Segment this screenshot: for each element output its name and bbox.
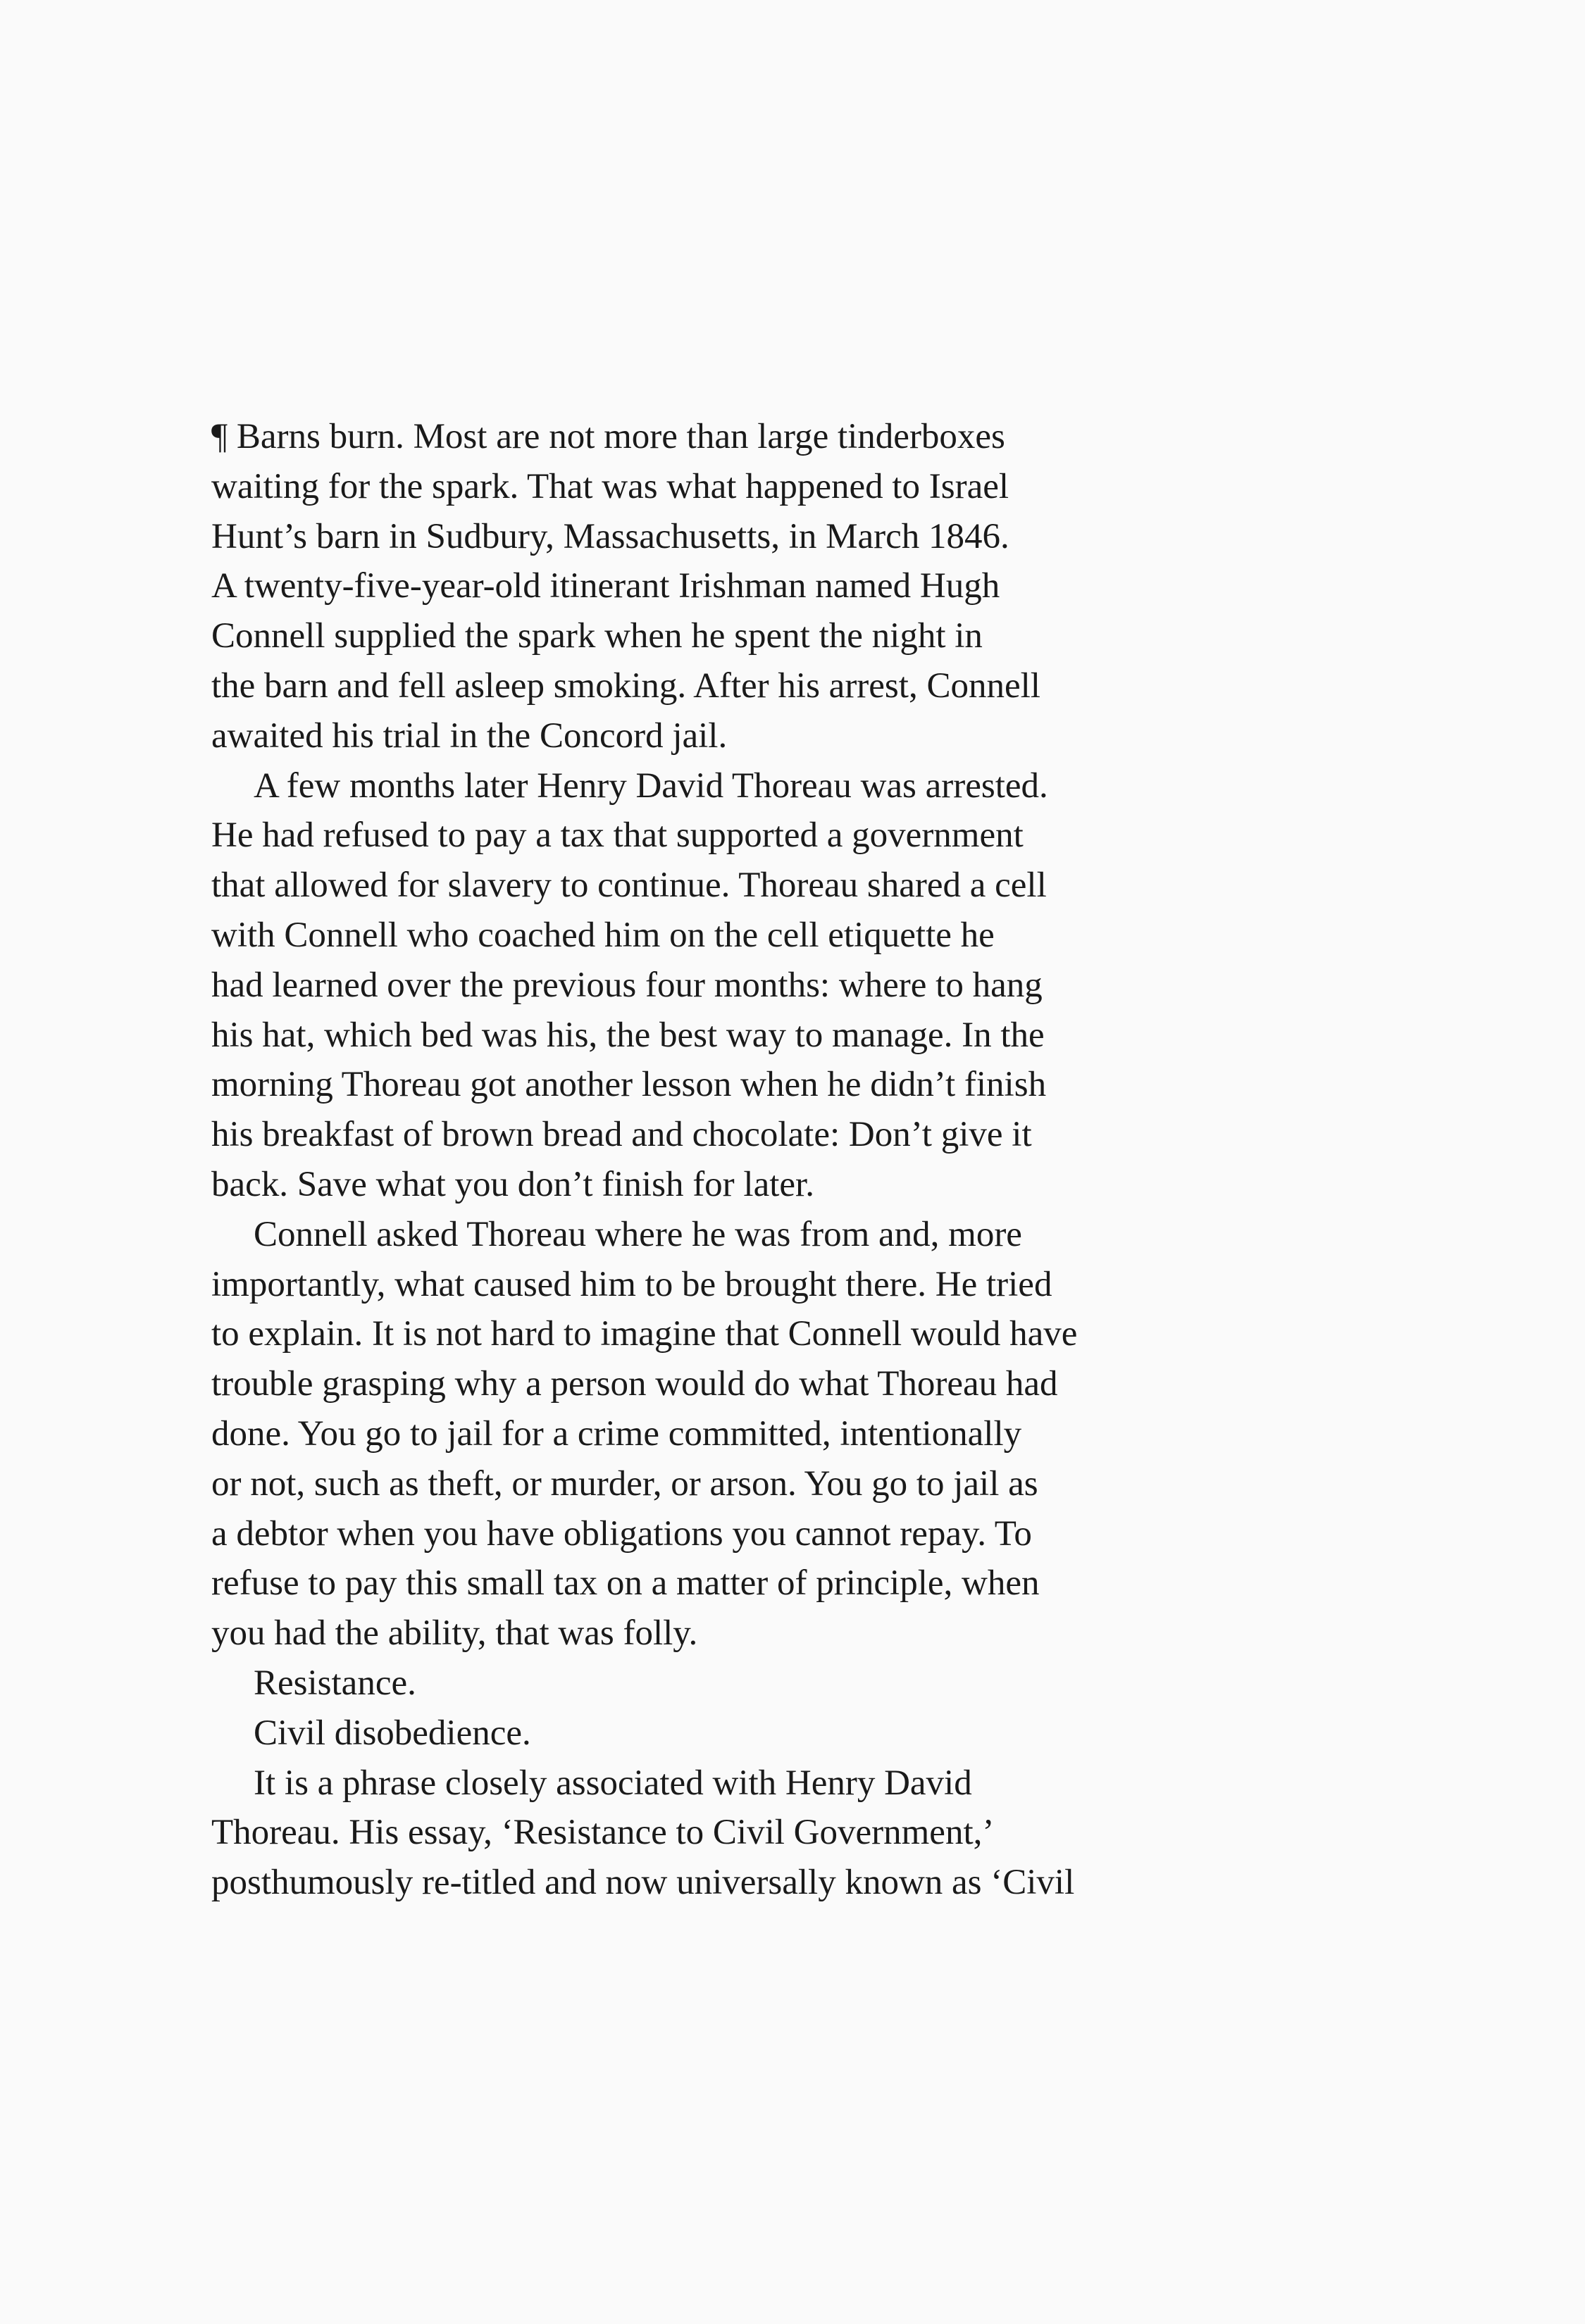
text-line: Resistance. (254, 1663, 416, 1703)
text-line: It is a phrase closely associated with Henry David (254, 1763, 972, 1803)
text-line: back. Save what you don’t finish for later. (211, 1164, 814, 1204)
text-line: with Connell who coached him on the cell etiquette he (211, 915, 995, 955)
text-line: He had refused to pay a tax that supported a government (211, 816, 1024, 856)
text-line: a debtor when you have obligations you cannot repay. To (211, 1513, 1032, 1554)
text-line: ¶ Barns burn. Most are not more than large tinderboxes (211, 417, 1005, 456)
text-line: his breakfast of brown bread and chocolate: Don’t give it (211, 1115, 1032, 1155)
text-line: his hat, which bed was his, the best way to manage. In the (211, 1015, 1045, 1055)
text-line: trouble grasping why a person would do what Thoreau had (211, 1364, 1058, 1404)
text-line: the barn and fell asleep smoking. After his arrest, Connell (211, 666, 1040, 706)
text-line: refuse to pay this small tax on a matter of principle, when (211, 1563, 1040, 1604)
text-line: that allowed for slavery to continue. Thoreau shared a cell (211, 866, 1047, 906)
text-line: posthumously re-titled and now universally known as ‘Civil (211, 1863, 1075, 1903)
text-line: Connell asked Thoreau where he was from and, more (254, 1214, 1022, 1254)
text-line: awaited his trial in the Concord jail. (211, 716, 728, 756)
text-line: Connell supplied the spark when he spent the night in (211, 616, 983, 656)
text-line: Thoreau. His essay, ‘Resistance to Civil Government,’ (211, 1813, 995, 1853)
text-line: you had the ability, that was folly. (211, 1613, 698, 1654)
body-text (211, 412, 1233, 1908)
text-line: morning Thoreau got another lesson when he didn’t finish (211, 1065, 1047, 1105)
text-line: waiting for the spark. That was what happened to Israel (211, 466, 1009, 506)
text-line: Hunt’s barn in Sudbury, Massachusetts, in March 1846. (211, 516, 1009, 556)
text-line: to explain. It is not hard to imagine that Connell would have (211, 1314, 1078, 1354)
text-line: A few months later Henry David Thoreau was arrested. (254, 766, 1048, 806)
text-line: or not, such as theft, or murder, or arson. You go to jail as (211, 1463, 1038, 1504)
text-line: done. You go to jail for a crime committed, intentionally (211, 1413, 1022, 1454)
text-line: had learned over the previous four months: where to hang (211, 965, 1043, 1005)
text-line: A twenty-five-year-old itinerant Irishman named Hugh (211, 566, 1000, 606)
text-line: importantly, what caused him to be brought there. He tried (211, 1264, 1052, 1304)
text-line: Civil disobedience. (254, 1713, 531, 1753)
